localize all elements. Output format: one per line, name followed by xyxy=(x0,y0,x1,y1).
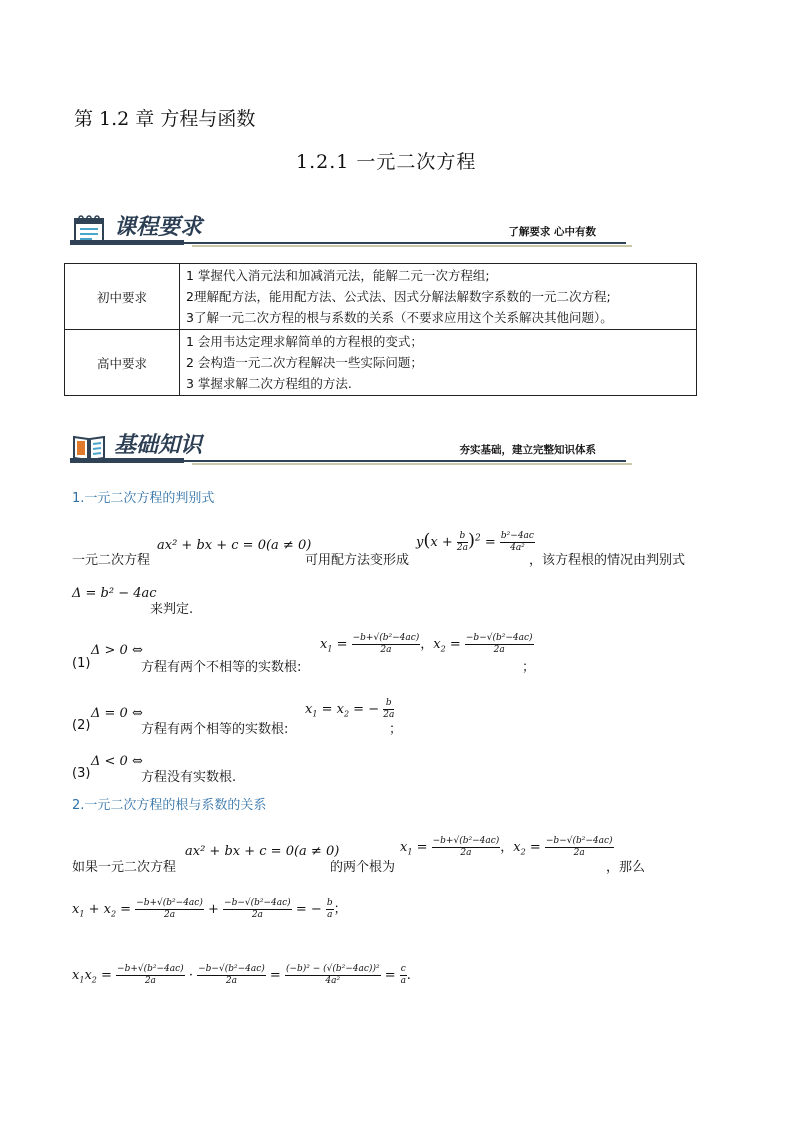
row-content xyxy=(180,330,697,396)
case-text: 方程有两个相等的实数根: xyxy=(141,722,289,737)
roots-formula: $x_1$ = $\frac{\text{−b+√(b²−4ac)}}{2a}$ ，$x_2$ = $\frac{\text{−b−√(b²−4ac)}}{2a}$ xyxy=(320,633,533,655)
equation-quadratic: ax² + bx + c = 0(a ≠ 0) xyxy=(185,844,340,859)
requirement-line: 2理解配方法，能用配方法、公式法、因式分解法解数字系数的一元二次方程; xyxy=(186,289,611,304)
table-row xyxy=(65,264,697,330)
text-discriminant-intro: ，该方程根的情况由判别式 xyxy=(529,553,686,568)
banner-line xyxy=(184,460,626,462)
row-label: 初中要求 xyxy=(65,264,180,330)
banner-accent-line xyxy=(192,463,632,465)
case-condition: Δ > 0 ⇔ xyxy=(91,643,143,658)
section-title: 1.2.1 一元二次方程 xyxy=(296,151,477,173)
heading-vieta: 2.一元二次方程的根与系数的关系 xyxy=(72,798,267,813)
banner-accent-line xyxy=(192,245,632,247)
text-complete-square: 可用配方法变形成 xyxy=(305,553,410,568)
heading-discriminant: 1.一元二次方程的判别式 xyxy=(72,491,215,506)
chapter-title: 第 1.2 章 方程与函数 xyxy=(74,108,256,130)
case-text: 方程有两个不相等的实数根: xyxy=(141,660,302,675)
banner-title: 基础知识 xyxy=(114,433,203,458)
banner-title: 课程要求 xyxy=(114,215,203,240)
row-label: 高中要求 xyxy=(65,330,180,396)
text-two-roots: 的两个根为 xyxy=(330,860,396,875)
case-number: (3) xyxy=(72,766,91,781)
course-requirements-banner xyxy=(70,210,626,256)
sum-of-roots-formula: $x_1 + x_2$ = $\frac{\text{−b+√(b²−4ac)}}{2a}$ + $\frac{\text{−b−√(b²−4ac)}}{2a}$ = − $\frac{b}{a}$ ； xyxy=(72,898,347,920)
banner-subtitle: 夯实基础，建立完整知识体系 xyxy=(459,444,596,456)
requirements-table xyxy=(64,263,697,396)
table-row xyxy=(65,330,697,396)
case-text: 方程没有实数根. xyxy=(141,770,237,785)
text-quadratic: 一元二次方程 xyxy=(72,553,151,568)
banner-line xyxy=(184,242,626,244)
requirement-line: 3 掌握求解二次方程组的方法. xyxy=(186,376,352,391)
text-determine: 来判定. xyxy=(150,602,194,617)
requirement-line: 1 掌握代入消元法和加减消元法，能解二元一次方程组; xyxy=(186,268,490,283)
equation-quadratic: ax² + bx + c = 0(a ≠ 0) xyxy=(157,538,312,553)
requirement-line: 2 会构造一元二次方程解决一些实际问题； xyxy=(186,355,423,370)
discriminant-formula: Δ = b² − 4ac xyxy=(72,586,157,601)
basic-knowledge-banner xyxy=(70,428,626,474)
requirement-line: 3了解一元二次方程的根与系数的关系（不要求应用这个关系解决其他问题）。 xyxy=(186,310,613,325)
formula-completed-square: y(x + $\frac{b}{2a}$ )$^2$ = $\frac{\text{b²−4ac}}{\text{4a²}}$ xyxy=(416,530,534,553)
text-if-quadratic: 如果一元二次方程 xyxy=(72,860,177,875)
case-condition: Δ < 0 ⇔ xyxy=(91,754,143,769)
banner-bar xyxy=(70,458,184,463)
product-of-roots-formula: $x_1x_2$ = $\frac{\text{−b+√(b²−4ac)}}{2a}$ · $\frac{\text{−b−√(b²−4ac)}}{2a}$ = $\frac{\text{(−b)² − (√(b²−4ac))²}}{\text{4a²}}$ = $\frac{c}{a}$ . xyxy=(72,964,411,986)
case-end: ； xyxy=(522,660,536,675)
case-number: (2) xyxy=(72,718,91,733)
case-condition: Δ = 0 ⇔ xyxy=(91,706,143,721)
roots-formula: $x_1$ = $\frac{\text{−b+√(b²−4ac)}}{2a}$ ，$x_2$ = $\frac{\text{−b−√(b²−4ac)}}{2a}$ xyxy=(400,836,613,858)
banner-bar xyxy=(70,240,184,245)
row-content xyxy=(180,264,697,330)
banner-subtitle: 了解要求 心中有数 xyxy=(508,226,596,238)
case-number: (1) xyxy=(72,656,91,671)
case-end: ； xyxy=(389,722,403,737)
requirement-line: 1 会用韦达定理求解简单的方程根的变式； xyxy=(186,334,423,349)
text-then: ，那么 xyxy=(606,860,646,875)
double-root-formula: $x_1 = x_2$ = − $\frac{b}{2a}$ xyxy=(305,698,395,720)
